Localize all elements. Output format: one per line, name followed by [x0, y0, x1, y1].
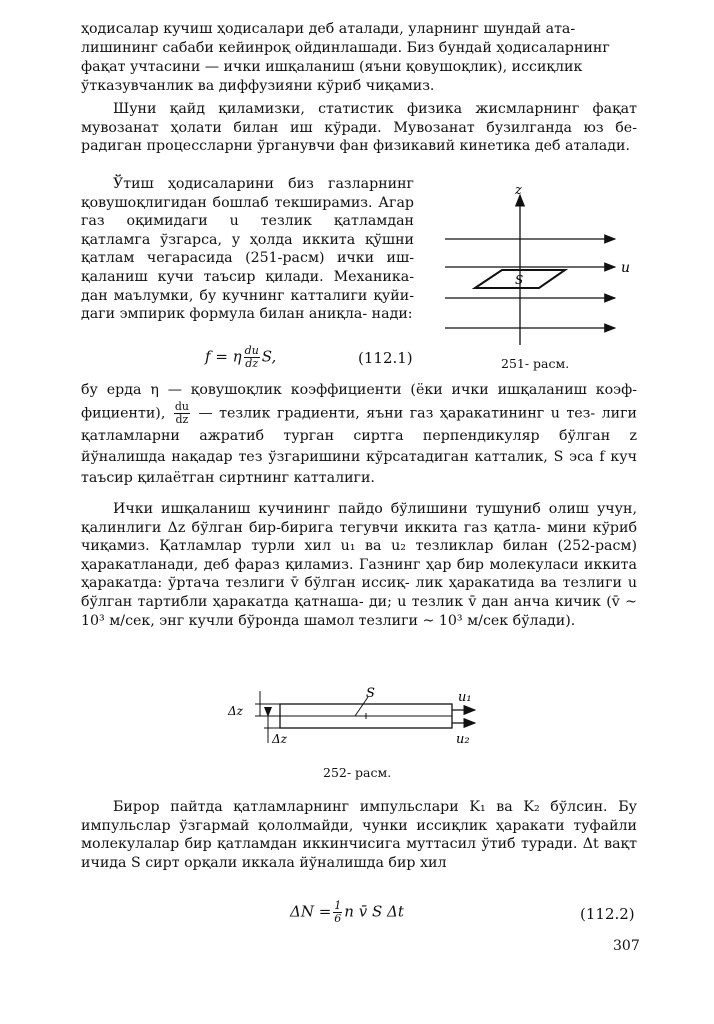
dz-bottom-label: Δz [272, 732, 287, 746]
velocity-label-u1: u₁ [458, 690, 472, 705]
paragraph-intro-line-2: лишининг сабаби кейинроқ ойдинлашади. Биз бундай ҳодисаларнинг [81, 40, 610, 56]
fraction-numerator: du [244, 344, 259, 357]
equation-112-1 [205, 345, 276, 370]
equation-fraction [333, 900, 342, 925]
fraction-denominator: 6 [334, 912, 342, 925]
equation-112-2 [290, 900, 404, 925]
paragraph-intro-line-3: фақат учтасини — ички ишқаланиш (яъни қовушоқлик), иссиқлик [81, 59, 583, 75]
paragraph-intro-line-4: ўтказувчанлик ва диффузияни кўриб чиқамиз. [81, 78, 435, 94]
figure-252 [220, 683, 480, 753]
velocity-label-u2: u₂ [456, 732, 470, 747]
page-number: 307 [613, 938, 640, 954]
paragraph-viscosity: Ўтиш ҳодисаларини биз газларнинг қовушоқлигидан бошлаб текширамиз. Агар газ оқимидаги u тезлик қатламдан қатламга ўзгарса, у ҳолда иккита қўшни қатлам чегарасида (251-расм) ички иш- қаланиш кучи таъсир қилади. Механика- дан маълумки, бу кучнинг катталиги қуйи- даги эмпирик формула билан аниқла- нади: [81, 176, 414, 323]
coefficient-text-b: — тезлик градиенти, яъни газ ҳаракатининг u тез- лиги қатламларни ажратиб турган сиртга перпендикуляр бўлган z йўналишда нақадар тез ўзгаришини кўрсатадиган катталик, S эса f куч таъсир қилаётган сиртнинг катталиги. [81, 405, 637, 486]
z-axis-label: z [515, 183, 522, 198]
equation-rhs: S, [261, 347, 277, 366]
equation-number-112-2: (112.2) [580, 905, 635, 923]
surface-label: S [515, 273, 524, 287]
paragraph-impulse: Бирор пайтда қатламларнинг импульслари K₁ ва K₂ бўлсин. Бу импульслар ўзгармай қололмайди, чунки иссиқлик ҳаракати туфайли молекулалар бир қатламдан иккинчисига муттасил ўтиб туради. Δt вақт ичида S сирт орқали иккала йўналишда бир хил [81, 799, 637, 871]
coefficient-text-a: бу ерда η — қовушоқлик коэффициенти (ёки ички ишқаланиш коэф- фициенти), [81, 382, 637, 422]
gradient-fraction [174, 401, 190, 426]
figure-252-caption: 252- расм. [323, 765, 392, 780]
paragraph-coefficient [81, 380, 637, 489]
velocity-label: u [621, 260, 631, 276]
equation-fraction [244, 345, 260, 370]
gradient-numerator: du [174, 400, 189, 413]
fraction-denominator: dz [245, 357, 259, 370]
paragraph-layers: Ички ишқаланиш кучининг пайдо бўлишини тушуниб олиш учун, қалинлиги Δz бўлган бир-бирига тегувчи иккита газ қатла- мини кўриб чиқамиз. Қатламлар турли хил u₁ ва u₂ тезликлар билан (252-расм) ҳаракатланади, деб фараз қиламиз. Газнинг ҳар бир молекуласи иккита ҳаракатда: ўртача тезлиги v̄ бўлган иссиқ- лик ҳаракатида ва тезлиги u бўлган тартибли ҳаракатда қатнаша- ди; u тезлик v̄ дан анча кичик (v̄ ~ 10³ м/сек, энг кучли бўронда шамол тезлиги ~ 10³ м/сек бўлади). [81, 501, 637, 629]
fraction-numerator: 1 [334, 899, 342, 912]
gradient-denominator: dz [175, 413, 189, 426]
paragraph-intro-line-1: ҳодисалар кучиш ҳодисалари деб аталади, уларнинг шундай ата- [81, 21, 576, 37]
dz-top-label: Δz [228, 704, 243, 718]
equation-number-112-1: (112.1) [358, 349, 413, 367]
equation-lhs: f = η [205, 347, 242, 366]
figure-251-caption: 251- расм. [501, 356, 570, 371]
figure-251 [435, 180, 635, 355]
paragraph-kinetics: Шуни қайд қиламизки, статистик физика жисмларнинг фақат мувозанат ҳолати билан иш кўради. Мувозанат бузилганда юз бе- радиган процессларни ўрганувчи фан физикавий кинетика деб аталади. [81, 101, 637, 155]
equation-rhs: n v̄ S Δt [344, 902, 404, 921]
equation-lhs: ΔN = [290, 902, 332, 921]
surface-label: S [366, 686, 375, 701]
